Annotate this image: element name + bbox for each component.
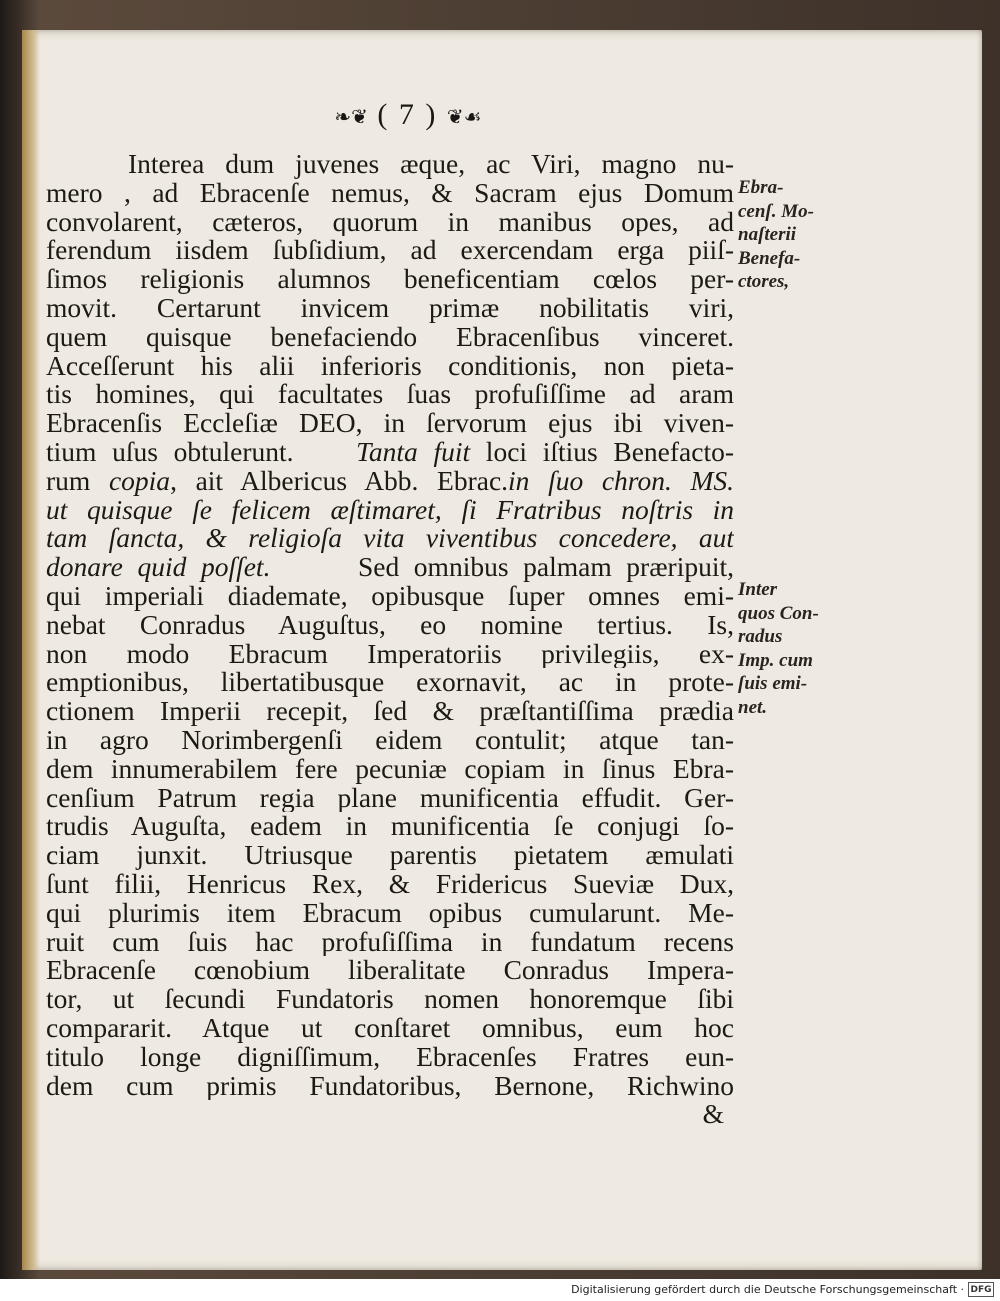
text-line: cenſium Patrum regia plane munificentia effudit. Ger- bbox=[46, 783, 734, 813]
right-ornament-icon: ❦☙ bbox=[446, 106, 482, 129]
text-line: ferendum iisdem ſubſidium, ad exercendam erga piiſ- bbox=[46, 236, 734, 266]
text-segment: rum bbox=[46, 466, 91, 496]
text-line bbox=[46, 467, 734, 496]
text-line: Ebracenſe cœnobium liberalitate Conradus Impera- bbox=[46, 956, 734, 986]
text-line: ruit cum ſuis hac profuſiſſima in fundatum recens bbox=[46, 927, 734, 957]
text-line: ctionem Imperii recepit, ſed & præſtantiſſima prædia bbox=[46, 697, 734, 726]
text-line: trudis Auguſta, eadem in munificentia ſe conjugi ſo- bbox=[46, 812, 734, 842]
footer-bar bbox=[0, 1279, 1000, 1301]
margin-line: Benefa- bbox=[738, 247, 801, 269]
text-line: ſunt filii, Henricus Rex, & Fridericus Sueviæ Dux, bbox=[46, 869, 734, 899]
text-line: qui imperiali diademate, opibusque ſuper omnes emi- bbox=[46, 581, 734, 611]
text-line: movit. Certarunt invicem primæ nobilitatis viri, bbox=[46, 293, 734, 323]
italic-phrase: Tanta fuit bbox=[356, 437, 471, 467]
dfg-logo-icon: DFG bbox=[968, 1282, 994, 1297]
text-line: Acceſſerunt his alii inferioris conditionis, non pieta- bbox=[46, 351, 734, 381]
margin-line: Inter bbox=[738, 579, 778, 600]
text-line: compararit. Atque ut conſtaret omnibus, eum hoc bbox=[46, 1013, 734, 1043]
body-text bbox=[46, 150, 734, 1129]
text-line: titulo longe digniſſimum, Ebracenſes Fratres eun- bbox=[46, 1042, 734, 1072]
text-line: tam ſancta, & religioſa vita viventibus concedere, aut bbox=[46, 524, 734, 554]
italic-phrase: donare quid poſſet. bbox=[46, 553, 271, 582]
text-line: Interea dum juvenes æque, ac Viri, magno nu- bbox=[128, 150, 734, 179]
marginal-note-benefactors bbox=[738, 176, 838, 294]
page-edge bbox=[22, 30, 40, 1270]
text-line: emptionibus, libertatibusque exornavit, ac in prote- bbox=[46, 668, 734, 698]
margin-line: quos Con- bbox=[738, 602, 819, 624]
text-line: ciam junxit. Utriusque parentis pietatem æmulati bbox=[46, 841, 734, 870]
text-line: ſimos religionis alumnos beneficentiam cœlos per- bbox=[46, 265, 734, 294]
text-segment: , ait Albericus Abb. Ebrac. bbox=[170, 466, 509, 496]
funding-notice: Digitalisierung gefördert durch die Deutsche Forschungsgemeinschaft · bbox=[571, 1283, 964, 1296]
margin-line: ctores, bbox=[738, 271, 790, 292]
text-segment: Sed omnibus palmam præripuit, bbox=[343, 553, 734, 582]
italic-phrase: copia bbox=[108, 466, 171, 496]
italic-phrase: in ſuo chron. MS. bbox=[508, 466, 734, 496]
margin-line: Imp. cum bbox=[738, 649, 813, 671]
text-segment: tium uſus obtulerunt. bbox=[46, 437, 294, 467]
margin-line: Ebra- bbox=[738, 177, 784, 198]
text-line: Ebracenſis Eccleſiæ DEO, in ſervorum ejus ibi viven- bbox=[46, 409, 734, 438]
page-header bbox=[318, 98, 498, 138]
text-line: dem cum primis Fundatoribus, Bernone, Richwino bbox=[46, 1071, 734, 1101]
margin-line: cenſ. Mo- bbox=[738, 200, 814, 222]
text-line: convolarent, cæteros, quorum in manibus opes, ad bbox=[46, 207, 734, 237]
margin-line: naſterii bbox=[738, 224, 797, 245]
text-line: ut quisque ſe felicem æſtimaret, ſi Fratribus noſtris in bbox=[46, 495, 734, 525]
text-line: dem innumerabilem fere pecuniæ copiam in ſinus Ebra- bbox=[46, 754, 734, 784]
margin-line: ſuis emi- bbox=[738, 673, 808, 694]
text-line bbox=[46, 553, 734, 582]
page-number: ( 7 ) bbox=[377, 98, 438, 131]
text-line: mero , ad Ebracenſe nemus, & Sacram ejus Domum bbox=[46, 178, 734, 208]
text-line: qui plurimis item Ebracum opibus cumularunt. Me- bbox=[46, 898, 734, 928]
text-line: in agro Norimbergenſi eidem contulit; atque tan- bbox=[46, 725, 734, 755]
text-line: quem quisque benefaciendo Ebracenſibus vinceret. bbox=[46, 322, 734, 352]
text-line: tis homines, qui facultates ſuas profuſiſſime ad aram bbox=[46, 380, 734, 410]
text-line bbox=[46, 438, 734, 467]
catchword: & bbox=[702, 1100, 724, 1130]
margin-line: net. bbox=[738, 696, 768, 718]
margin-line: radus bbox=[738, 626, 783, 647]
text-segment: loci iſtius Benefacto- bbox=[470, 437, 734, 467]
marginal-note-conradus bbox=[738, 578, 838, 719]
text-line: non modo Ebracum Imperatoriis privilegiis, ex- bbox=[46, 639, 734, 669]
text-line: nebat Conradus Auguſtus, eo nomine tertius. Is, bbox=[46, 610, 734, 640]
text-line: tor, ut ſecundi Fundatoris nomen honoremque ſibi bbox=[46, 985, 734, 1014]
left-ornament-icon: ❧❦ bbox=[334, 106, 368, 129]
